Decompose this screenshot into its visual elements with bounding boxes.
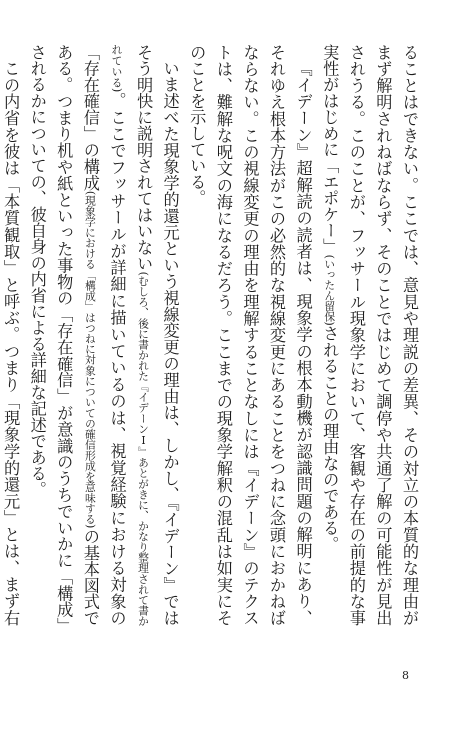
inline-note: (いったん留保)	[323, 254, 337, 326]
text-run: ることはできない。ここでは、意見や理説の差異、その対立の本質的な理由がまず解明されねばならず、そのことではじめて調停や共通了解の可能性が見出されうる。このことが、フッサール現象学において、客観や存在の前提的な事実性がはじめに「エポケー」	[320, 44, 419, 626]
paragraph	[0, 44, 23, 626]
body-text	[0, 44, 422, 626]
inline-note: (現象学における「構成」はつねに対象についての確信形成を意味する)	[83, 190, 97, 529]
text-run: 『イデーン』超解読の読者は、現象学の根本動機が認識問題の解明にあり、それゆえ根本方法がこの必然的な視線変更にあることをつねに念頭におかねばならない。この視線変更の理由を理解することなしには『イデーン』のテクストは、難解な呪文の海になるだろう。ここまでの現象学解釈の混乱は如実にそのことを示している。	[187, 44, 313, 626]
paragraph	[316, 44, 422, 626]
paragraph	[183, 44, 316, 626]
text-run: 。ここでフッサールが詳細に描いているのは、視覚経験における対象の「存在確信」の構成	[80, 44, 127, 626]
text-run: この内省を彼は「本質観取」と呼ぶ。つまり「現象学的還元」とは、まず右	[1, 60, 21, 626]
text-run: されることの理由なのである。	[320, 325, 340, 553]
inline-note: (むしろ、後に書かれた『イデーンⅠ』あとがきに、かなり整理されて書かれている)	[110, 44, 151, 626]
text-run: いま述べた現象学的還元という視線変更の理由は、しかし、『イデーン』ではそう明快に説明されてはいない	[134, 44, 180, 626]
paragraph	[23, 44, 183, 626]
text-run: の基本図式である。つまり机や紙といった事物の「存在確信」が意識のうちでいかに「構成」されるかについての、彼自身の内省による詳細な記述である。	[27, 44, 100, 627]
page-number: 8	[402, 669, 409, 682]
